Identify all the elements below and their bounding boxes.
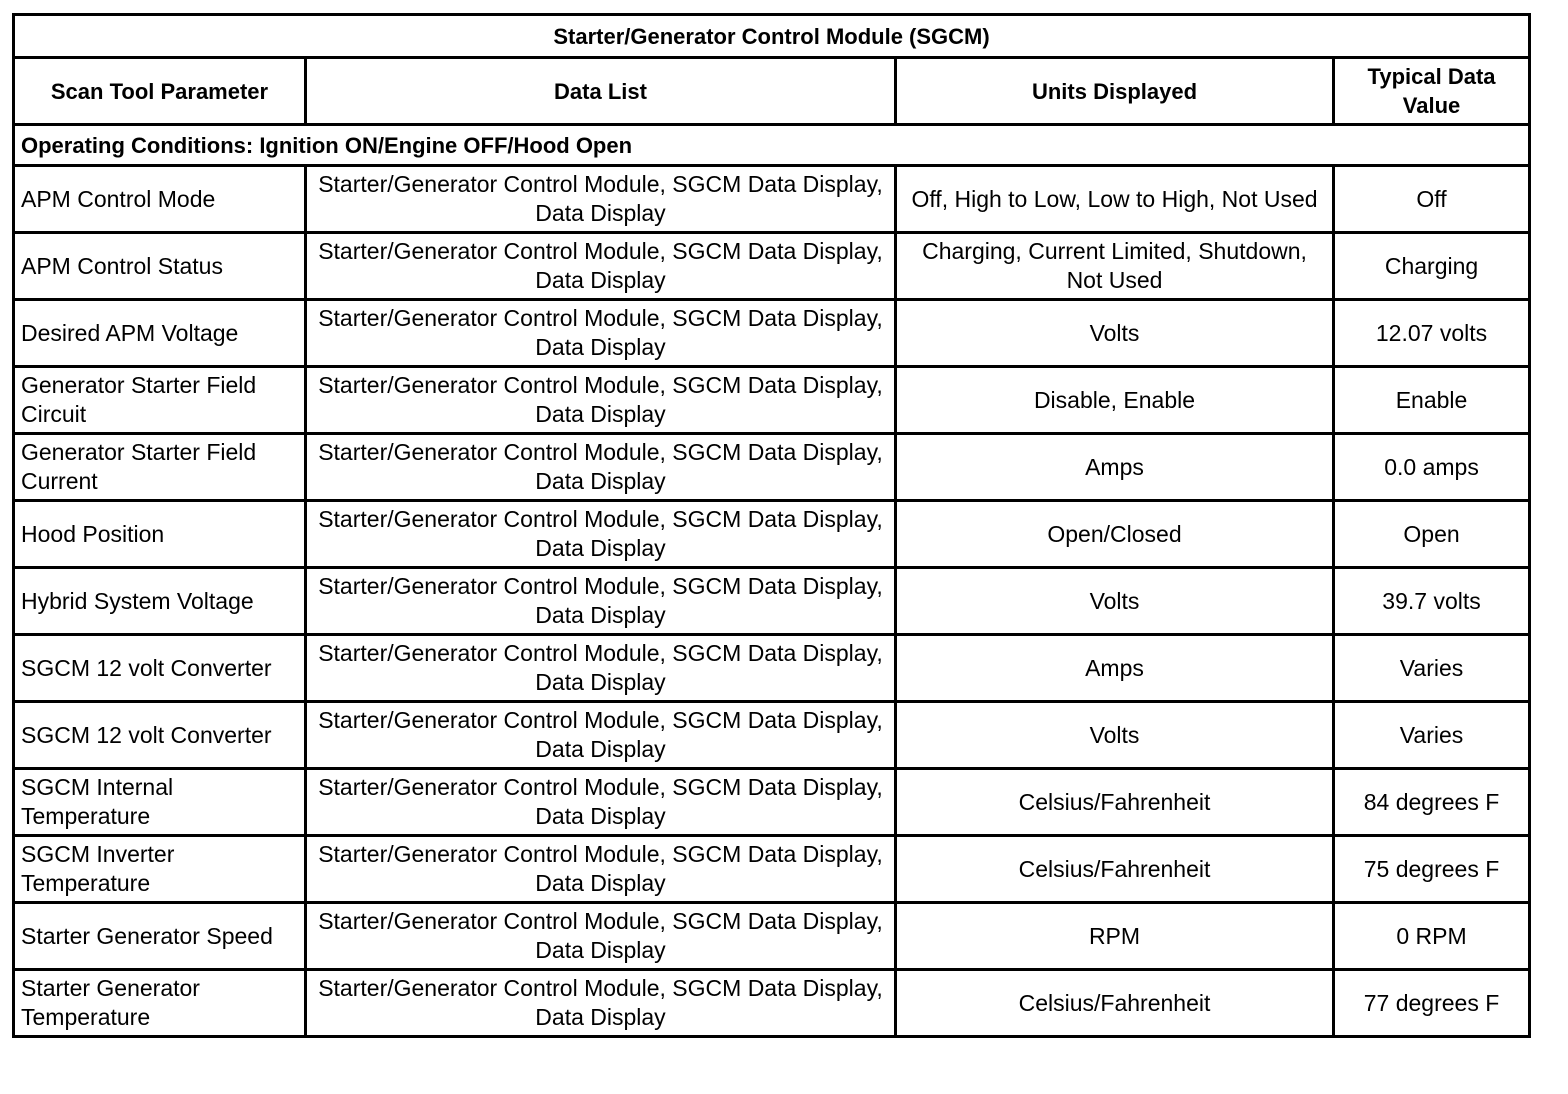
cell-data-list: Starter/Generator Control Module, SGCM Data Display, Data Display (306, 300, 896, 367)
operating-conditions: Operating Conditions: Ignition ON/Engine OFF/Hood Open (14, 125, 1530, 166)
header-scan-tool-parameter: Scan Tool Parameter (14, 58, 306, 125)
cell-units: Disable, Enable (896, 367, 1334, 434)
cell-units: Off, High to Low, Low to High, Not Used (896, 166, 1334, 233)
cell-units: Celsius/Fahrenheit (896, 769, 1334, 836)
header-data-list: Data List (306, 58, 896, 125)
cell-data-list: Starter/Generator Control Module, SGCM Data Display, Data Display (306, 836, 896, 903)
cell-units: Celsius/Fahrenheit (896, 836, 1334, 903)
cell-units: Volts (896, 702, 1334, 769)
cell-units: RPM (896, 903, 1334, 970)
cell-parameter: Generator Starter Field Circuit (14, 367, 306, 434)
cell-typical-value: 0.0 amps (1334, 434, 1530, 501)
cell-typical-value: 39.7 volts (1334, 568, 1530, 635)
cell-parameter: Desired APM Voltage (14, 300, 306, 367)
cell-units: Celsius/Fahrenheit (896, 970, 1334, 1037)
cell-typical-value: 75 degrees F (1334, 836, 1530, 903)
cell-data-list: Starter/Generator Control Module, SGCM Data Display, Data Display (306, 769, 896, 836)
cell-units: Volts (896, 568, 1334, 635)
cell-typical-value: Enable (1334, 367, 1530, 434)
cell-parameter: SGCM Inverter Temperature (14, 836, 306, 903)
cell-typical-value: Varies (1334, 702, 1530, 769)
cell-data-list: Starter/Generator Control Module, SGCM Data Display, Data Display (306, 903, 896, 970)
cell-parameter: Starter Generator Speed (14, 903, 306, 970)
table-row (14, 367, 1530, 434)
cell-typical-value: Open (1334, 501, 1530, 568)
cell-parameter: APM Control Status (14, 233, 306, 300)
cell-units: Open/Closed (896, 501, 1334, 568)
cell-parameter: Starter Generator Temperature (14, 970, 306, 1037)
cell-data-list: Starter/Generator Control Module, SGCM Data Display, Data Display (306, 702, 896, 769)
table-header-row (14, 58, 1530, 125)
cell-data-list: Starter/Generator Control Module, SGCM Data Display, Data Display (306, 233, 896, 300)
cell-units: Amps (896, 635, 1334, 702)
cell-typical-value: 84 degrees F (1334, 769, 1530, 836)
table-row (14, 635, 1530, 702)
cell-data-list: Starter/Generator Control Module, SGCM Data Display, Data Display (306, 434, 896, 501)
cell-units: Charging, Current Limited, Shutdown, Not Used (896, 233, 1334, 300)
table-row (14, 903, 1530, 970)
table-row (14, 434, 1530, 501)
cell-parameter: SGCM 12 volt Converter (14, 702, 306, 769)
cell-data-list: Starter/Generator Control Module, SGCM Data Display, Data Display (306, 635, 896, 702)
table-row (14, 233, 1530, 300)
operating-conditions-row (14, 125, 1530, 166)
table-row (14, 836, 1530, 903)
header-typical-data-value: Typical Data Value (1334, 58, 1530, 125)
cell-typical-value: 12.07 volts (1334, 300, 1530, 367)
cell-data-list: Starter/Generator Control Module, SGCM Data Display, Data Display (306, 568, 896, 635)
cell-parameter: SGCM Internal Temperature (14, 769, 306, 836)
table-title: Starter/Generator Control Module (SGCM) (14, 15, 1530, 58)
table-row (14, 300, 1530, 367)
cell-data-list: Starter/Generator Control Module, SGCM Data Display, Data Display (306, 367, 896, 434)
header-units-displayed: Units Displayed (896, 58, 1334, 125)
table-row (14, 702, 1530, 769)
cell-parameter: Hood Position (14, 501, 306, 568)
cell-units: Amps (896, 434, 1334, 501)
cell-parameter: Hybrid System Voltage (14, 568, 306, 635)
cell-units: Volts (896, 300, 1334, 367)
table-row (14, 769, 1530, 836)
cell-typical-value: 0 RPM (1334, 903, 1530, 970)
table-row (14, 568, 1530, 635)
cell-typical-value: Off (1334, 166, 1530, 233)
cell-parameter: APM Control Mode (14, 166, 306, 233)
table-row (14, 970, 1530, 1037)
cell-data-list: Starter/Generator Control Module, SGCM Data Display, Data Display (306, 970, 896, 1037)
table-title-row (14, 15, 1530, 58)
cell-data-list: Starter/Generator Control Module, SGCM Data Display, Data Display (306, 166, 896, 233)
cell-data-list: Starter/Generator Control Module, SGCM Data Display, Data Display (306, 501, 896, 568)
sgcm-data-table (12, 13, 1531, 1038)
cell-parameter: SGCM 12 volt Converter (14, 635, 306, 702)
cell-typical-value: Varies (1334, 635, 1530, 702)
cell-typical-value: 77 degrees F (1334, 970, 1530, 1037)
table-row (14, 166, 1530, 233)
table-row (14, 501, 1530, 568)
cell-typical-value: Charging (1334, 233, 1530, 300)
cell-parameter: Generator Starter Field Current (14, 434, 306, 501)
